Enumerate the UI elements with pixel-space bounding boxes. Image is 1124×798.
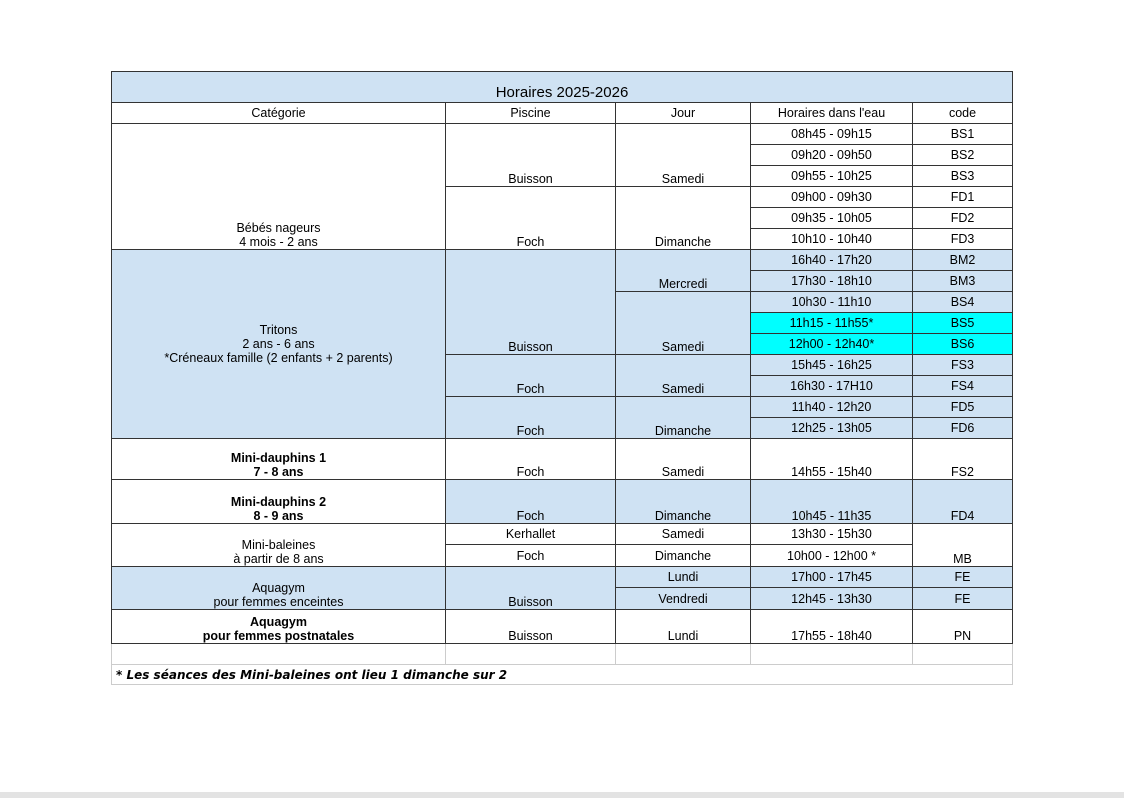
category-age: 8 - 9 ans [253,509,304,523]
jour-cell: Dimanche [616,397,751,439]
piscine-cell: Foch [446,480,616,524]
empty-cell [616,644,751,665]
code-cell: FE [913,588,1013,610]
empty-cell [751,644,913,665]
category-name: Mini-baleines [241,538,316,552]
piscine-cell: Buisson [446,124,616,187]
empty-cell [112,644,446,665]
code-cell: FD2 [913,208,1013,229]
header-jour: Jour [616,103,751,124]
category-mini-dauphins-2 [112,480,446,524]
time-cell: 10h10 - 10h40 [751,229,913,250]
time-cell: 12h25 - 13h05 [751,418,913,439]
code-cell-highlighted: BS5 [913,313,1013,334]
piscine-cell: Foch [446,545,616,567]
category-audience: pour femmes enceintes [213,595,344,609]
time-cell: 17h00 - 17h45 [751,567,913,588]
time-cell-highlighted: 12h00 - 12h40* [751,334,913,355]
category-name: Mini-dauphins 2 [230,495,327,509]
code-cell: FD6 [913,418,1013,439]
piscine-cell: Kerhallet [446,524,616,545]
jour-cell: Samedi [616,355,751,397]
code-cell: BS4 [913,292,1013,313]
jour-cell: Samedi [616,439,751,480]
code-cell: FD4 [913,480,1013,524]
piscine-cell: Foch [446,355,616,397]
empty-cell [913,644,1013,665]
category-mini-dauphins-1 [112,439,446,480]
time-cell: 08h45 - 09h15 [751,124,913,145]
code-cell: FD3 [913,229,1013,250]
time-cell: 10h45 - 11h35 [751,480,913,524]
piscine-cell: Foch [446,397,616,439]
time-cell: 12h45 - 13h30 [751,588,913,610]
jour-cell: Mercredi [616,250,751,292]
piscine-cell: Buisson [446,567,616,610]
time-cell: 13h30 - 15h30 [751,524,913,545]
code-cell: FE [913,567,1013,588]
time-cell: 17h30 - 18h10 [751,271,913,292]
category-name: Mini-dauphins 1 [230,451,327,465]
time-cell: 11h40 - 12h20 [751,397,913,418]
code-cell: PN [913,610,1013,644]
jour-cell: Samedi [616,124,751,187]
time-cell: 17h55 - 18h40 [751,610,913,644]
time-cell: 15h45 - 16h25 [751,355,913,376]
code-cell: FS4 [913,376,1013,397]
code-cell-highlighted: BS6 [913,334,1013,355]
time-cell: 10h30 - 11h10 [751,292,913,313]
jour-cell: Dimanche [616,187,751,250]
category-age: à partir de 8 ans [233,552,324,566]
jour-cell: Dimanche [616,480,751,524]
header-code: code [913,103,1013,124]
category-aquagym-postnatales [112,610,446,644]
time-cell-highlighted: 11h15 - 11h55* [751,313,913,334]
code-cell: FS2 [913,439,1013,480]
table-title: Horaires 2025-2026 [112,72,1013,103]
category-mini-baleines [112,524,446,567]
category-aquagym-enceintes [112,567,446,610]
category-age: 7 - 8 ans [253,465,304,479]
category-age: 2 ans - 6 ans [242,337,315,351]
jour-cell: Vendredi [616,588,751,610]
empty-cell [446,644,616,665]
piscine-cell: Foch [446,187,616,250]
code-cell: FD5 [913,397,1013,418]
footnote: * Les séances des Mini-baleines ont lieu 1 dimanche sur 2 [112,665,1013,685]
jour-cell: Samedi [616,524,751,545]
header-categorie: Catégorie [112,103,446,124]
category-age: 4 mois - 2 ans [239,235,318,249]
jour-cell: Lundi [616,610,751,644]
code-cell: FS3 [913,355,1013,376]
category-bebes-nageurs [112,124,446,250]
code-cell: BM3 [913,271,1013,292]
code-cell: BS2 [913,145,1013,166]
code-cell: BS1 [913,124,1013,145]
code-cell: FD1 [913,187,1013,208]
time-cell: 09h20 - 09h50 [751,145,913,166]
schedule-table [111,71,1013,685]
category-note: *Créneaux famille (2 enfants + 2 parents) [164,351,393,365]
category-name: Bébés nageurs [236,221,321,235]
time-cell: 16h40 - 17h20 [751,250,913,271]
jour-cell: Samedi [616,292,751,355]
code-cell: BS3 [913,166,1013,187]
jour-cell: Dimanche [616,545,751,567]
page-bottom-strip [0,792,1124,798]
category-tritons [112,250,446,439]
time-cell: 09h00 - 09h30 [751,187,913,208]
piscine-cell: Foch [446,439,616,480]
time-cell: 16h30 - 17H10 [751,376,913,397]
header-horaires: Horaires dans l'eau [751,103,913,124]
category-name: Aquagym [250,615,307,629]
category-name: Tritons [259,323,298,337]
piscine-cell: Buisson [446,610,616,644]
piscine-cell: Buisson [446,250,616,355]
time-cell: 09h35 - 10h05 [751,208,913,229]
code-cell: BM2 [913,250,1013,271]
time-cell: 09h55 - 10h25 [751,166,913,187]
code-cell: MB [913,524,1013,567]
category-audience: pour femmes postnatales [202,629,355,643]
category-name: Aquagym [252,581,305,595]
time-cell: 10h00 - 12h00 * [751,545,913,567]
header-piscine: Piscine [446,103,616,124]
jour-cell: Lundi [616,567,751,588]
time-cell: 14h55 - 15h40 [751,439,913,480]
